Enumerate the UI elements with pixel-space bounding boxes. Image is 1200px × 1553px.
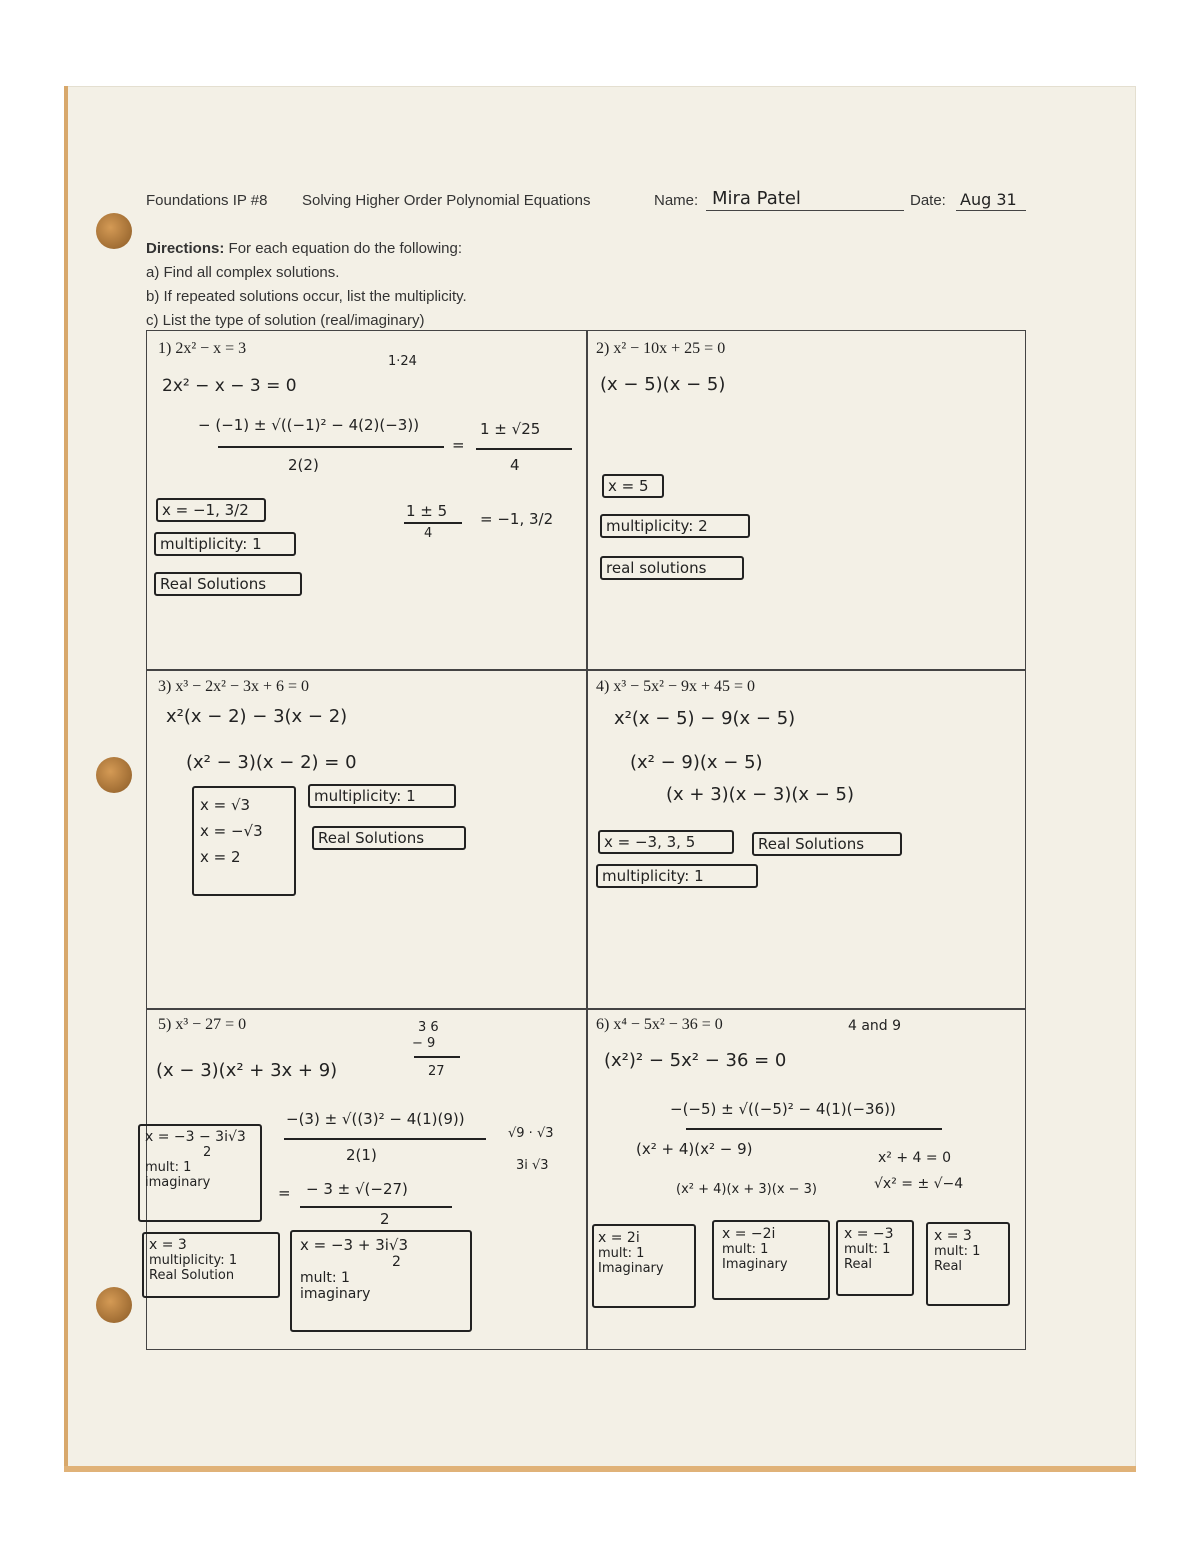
problem-5-quadratic2-numerator: − 3 ± √(−27) — [306, 1180, 408, 1198]
problem-1-quadratic-numerator: − (−1) ± √((−1)² − 4(2)(−3)) — [198, 416, 420, 434]
direction-b: b) If repeated solutions occur, list the multiplicity. — [146, 288, 467, 305]
problem-5-answer-2-numerator: x = −3 + 3i√3 — [300, 1236, 409, 1254]
problem-5-answer-1-box — [138, 1124, 262, 1222]
problem-5-answer-3: x = 3 — [149, 1237, 187, 1253]
name-underline — [706, 210, 904, 211]
problem-5-quadratic2-denominator: 2 — [380, 1210, 390, 1228]
problem-1-step3-bar — [404, 522, 462, 524]
problem-5-side-note-1: √9 · √3 — [508, 1126, 554, 1141]
date-underline — [956, 210, 1026, 211]
problem-5-note-bar — [414, 1056, 460, 1058]
problem-1-equals: = — [452, 436, 465, 454]
problem-6-answer-4: x = 3 — [934, 1228, 972, 1244]
problem-6-answer-3-mult: mult: 1 — [844, 1242, 891, 1257]
problem-2-type-box: real solutions — [600, 556, 744, 580]
problem-1-simplified-numerator: 1 ± √25 — [480, 420, 541, 438]
problem-6-quadratic-numerator: −(−5) ± √((−5)² − 4(1)(−36)) — [670, 1100, 896, 1118]
directions — [146, 240, 462, 257]
grid-divider-row-2 — [146, 1008, 1026, 1010]
problem-1-step3-denominator: 4 — [424, 526, 433, 541]
problem-2-answer-box: x = 5 — [602, 474, 664, 498]
directions-label: Directions: — [146, 240, 225, 257]
problem-6-note: 4 and 9 — [848, 1018, 902, 1034]
direction-a: a) Find all complex solutions. — [146, 264, 340, 281]
problem-6-side-note-1: x² + 4 = 0 — [878, 1150, 951, 1166]
problem-1-step3-result: = −1, 3/2 — [480, 510, 554, 528]
problem-3-answers-box — [192, 786, 296, 896]
problem-4-answer-box: x = −3, 3, 5 — [598, 830, 734, 854]
problem-6-answer-4-type: Real — [934, 1259, 963, 1274]
problem-6-fraction-bar — [686, 1128, 942, 1130]
problem-4-step1: x²(x − 5) − 9(x − 5) — [614, 708, 796, 729]
name-value: Mira Patel — [712, 188, 801, 209]
binder-hole-top — [96, 213, 132, 249]
problem-1-multiplicity-box: multiplicity: 1 — [154, 532, 296, 556]
problem-5-answer-1-type: imaginary — [145, 1175, 211, 1190]
name-label: Name: — [654, 192, 699, 209]
problem-3-step2: (x² − 3)(x − 2) = 0 — [186, 752, 357, 773]
problem-6-answer-1-mult: mult: 1 — [598, 1246, 645, 1261]
problem-1-equation: 1) 2x² − x = 3 — [158, 340, 247, 357]
problem-5-quadratic-denominator: 2(1) — [346, 1146, 377, 1164]
worksheet-title: Foundations IP #8 — [146, 192, 268, 209]
problem-3-answer-3: x = 2 — [200, 848, 241, 866]
problem-4-step3: (x + 3)(x − 3)(x − 5) — [666, 784, 855, 805]
problem-6-answer-2: x = −2i — [722, 1226, 776, 1242]
problem-1-step3-numerator: 1 ± 5 — [406, 502, 448, 520]
problem-5-answer-1-numerator: x = −3 − 3i√3 — [145, 1129, 246, 1145]
problem-1-quadratic-denominator: 2(2) — [288, 456, 319, 474]
grid-divider-vertical — [586, 330, 588, 1350]
problem-6-answer-2-box — [712, 1220, 830, 1300]
problem-6-answer-2-type: Imaginary — [722, 1257, 788, 1272]
problem-6-step2: (x² + 4)(x² − 9) — [636, 1140, 753, 1158]
problem-3-answer-1: x = √3 — [200, 796, 251, 814]
problem-6-answer-3-type: Real — [844, 1257, 873, 1272]
binder-hole-middle — [96, 757, 132, 793]
problem-4-step2: (x² − 9)(x − 5) — [630, 752, 763, 773]
problem-5-equation: 5) x³ − 27 = 0 — [158, 1016, 247, 1033]
problem-5-note-bottom: 27 — [428, 1064, 445, 1079]
grid-divider-row-1 — [146, 669, 1026, 671]
problem-1-fraction-bar — [218, 446, 444, 448]
problem-5-side-note-2: 3i √3 — [516, 1158, 549, 1173]
problem-6-answer-1-type: Imaginary — [598, 1261, 664, 1276]
worksheet-subtitle: Solving Higher Order Polynomial Equations — [302, 192, 591, 209]
problem-2-equation: 2) x² − 10x + 25 = 0 — [596, 340, 726, 357]
problem-5-answer-3-box — [142, 1232, 280, 1298]
binder-hole-bottom — [96, 1287, 132, 1323]
date-value: Aug 31 — [960, 190, 1017, 209]
problem-6-step3: (x² + 4)(x + 3)(x − 3) — [676, 1182, 818, 1197]
problem-5-quadratic-numerator: −(3) ± √((3)² − 4(1)(9)) — [286, 1110, 465, 1128]
date-label: Date: — [910, 192, 946, 209]
problem-1-simplified-denominator: 4 — [510, 456, 520, 474]
problem-6-answer-1: x = 2i — [598, 1230, 640, 1246]
problem-5-answer-2-box — [290, 1230, 472, 1332]
problem-6-answer-4-mult: mult: 1 — [934, 1244, 981, 1259]
problem-5-note-middle: − 9 — [412, 1036, 436, 1051]
problem-5-answer-2-mult: mult: 1 — [300, 1270, 350, 1286]
problem-6-equation: 6) x⁴ − 5x² − 36 = 0 — [596, 1016, 723, 1033]
problem-6-answer-1-box — [592, 1224, 696, 1308]
problem-5-fraction-bar — [284, 1138, 486, 1140]
problem-4-multiplicity-box: multiplicity: 1 — [596, 864, 758, 888]
problem-4-type-box: Real Solutions — [752, 832, 902, 856]
problem-2-multiplicity-box: multiplicity: 2 — [600, 514, 750, 538]
problem-1-answer-box: x = −1, 3/2 — [156, 498, 266, 522]
problem-6-step1: (x²)² − 5x² − 36 = 0 — [604, 1050, 787, 1071]
problem-2-step1: (x − 5)(x − 5) — [600, 374, 726, 395]
problem-1-type-box: Real Solutions — [154, 572, 302, 596]
problem-6-answer-4-box — [926, 1222, 1010, 1306]
problem-6-side-note-2: √x² = ± √−4 — [874, 1176, 964, 1192]
problem-5-answer-1-denominator: 2 — [203, 1145, 212, 1160]
problem-5-answer-3-type: Real Solution — [149, 1268, 235, 1283]
directions-text: For each equation do the following: — [228, 240, 463, 257]
direction-c: c) List the type of solution (real/imaginary) — [146, 312, 425, 329]
problem-5-answer-1-mult: mult: 1 — [145, 1160, 192, 1175]
problem-5-step1: (x − 3)(x² + 3x + 9) — [156, 1060, 338, 1081]
paper-edge-bottom — [64, 1466, 1136, 1472]
problem-3-type-box: Real Solutions — [312, 826, 466, 850]
paper-edge — [64, 86, 68, 1470]
problem-6-answer-3: x = −3 — [844, 1226, 894, 1242]
problem-6-answer-3-box — [836, 1220, 914, 1296]
problem-1-simplified-bar — [476, 448, 572, 450]
problem-3-equation: 3) x³ − 2x² − 3x + 6 = 0 — [158, 678, 310, 695]
problem-4-equation: 4) x³ − 5x² − 9x + 45 = 0 — [596, 678, 756, 695]
problem-3-answer-2: x = −√3 — [200, 822, 263, 840]
problem-5-equals: = — [278, 1184, 291, 1202]
problem-6-answer-2-mult: mult: 1 — [722, 1242, 769, 1257]
problem-5-answer-2-denominator: 2 — [392, 1254, 401, 1270]
problem-5-answer-3-mult: multiplicity: 1 — [149, 1253, 238, 1268]
problem-3-step1: x²(x − 2) − 3(x − 2) — [166, 706, 348, 727]
problem-1-step1: 2x² − x − 3 = 0 — [162, 376, 297, 396]
problem-1-note: 1·24 — [388, 354, 417, 369]
problem-5-note-top: 3 6 — [418, 1020, 439, 1035]
problem-5-fraction-bar-2 — [300, 1206, 452, 1208]
problem-3-multiplicity-box: multiplicity: 1 — [308, 784, 456, 808]
problem-5-answer-2-type: imaginary — [300, 1286, 371, 1302]
